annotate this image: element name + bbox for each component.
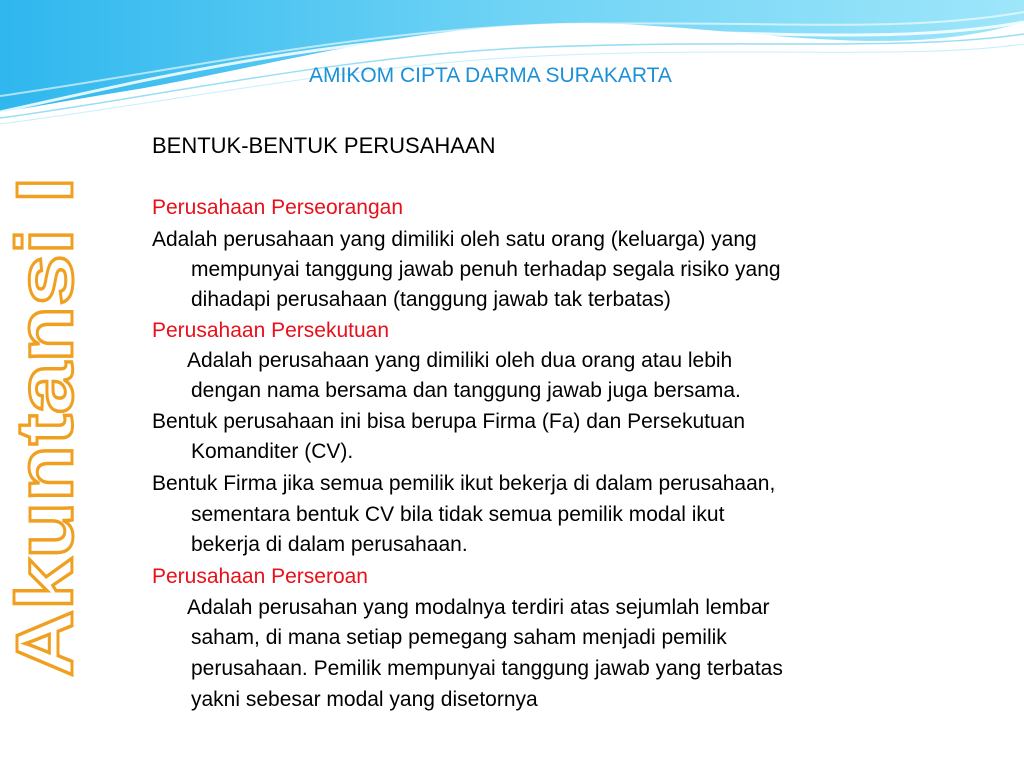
paragraph-line: Bentuk perusahaan ini bisa berupa Firma (Fa) dan Persekutuan — [152, 410, 746, 433]
paragraph-line: bekerja di dalam perusahaan. — [191, 533, 468, 556]
subheading-perseorangan: Perusahaan Perseorangan — [152, 196, 404, 219]
paragraph-line: Adalah perusahaan yang dimiliki oleh dua orang atau lebih — [187, 349, 733, 372]
paragraph-line: Adalah perusahaan yang dimiliki oleh satu orang (keluarga) yang — [152, 228, 757, 251]
paragraph-line: dihadapi perusahaan (tanggung jawab tak terbatas) — [191, 288, 671, 311]
subheading-persekutuan: Perusahaan Persekutuan — [152, 319, 389, 342]
institution-header: AMIKOM CIPTA DARMA SURAKARTA — [309, 64, 672, 87]
paragraph-line: sementara bentuk CV bila tidak semua pemilik modal ikut — [191, 503, 725, 526]
paragraph-line: dengan nama bersama dan tanggung jawab juga bersama. — [191, 379, 741, 402]
paragraph-line: saham, di mana setiap pemegang saham menjadi pemilik — [191, 626, 727, 649]
paragraph-line: Bentuk Firma jika semua pemilik ikut bekerja di dalam perusahaan, — [152, 472, 776, 495]
paragraph-line: Komanditer (CV). — [191, 440, 354, 463]
side-title-text: Akuntansi I — [0, 245, 89, 677]
subheading-perseroan: Perusahaan Perseroan — [152, 565, 368, 588]
paragraph-line: Adalah perusahan yang modalnya terdiri atas sejumlah lembar — [187, 596, 770, 619]
paragraph-line: mempunyai tanggung jawab penuh terhadap segala risiko yang — [191, 258, 781, 281]
page-heading: BENTUK-BENTUK PERUSAHAAN — [152, 133, 496, 158]
paragraph-line: perusahaan. Pemilik mempunyai tanggung jawab yang terbatas — [191, 657, 783, 680]
paragraph-line: yakni sebesar modal yang disetornya — [191, 688, 538, 711]
side-title — [0, 172, 89, 682]
